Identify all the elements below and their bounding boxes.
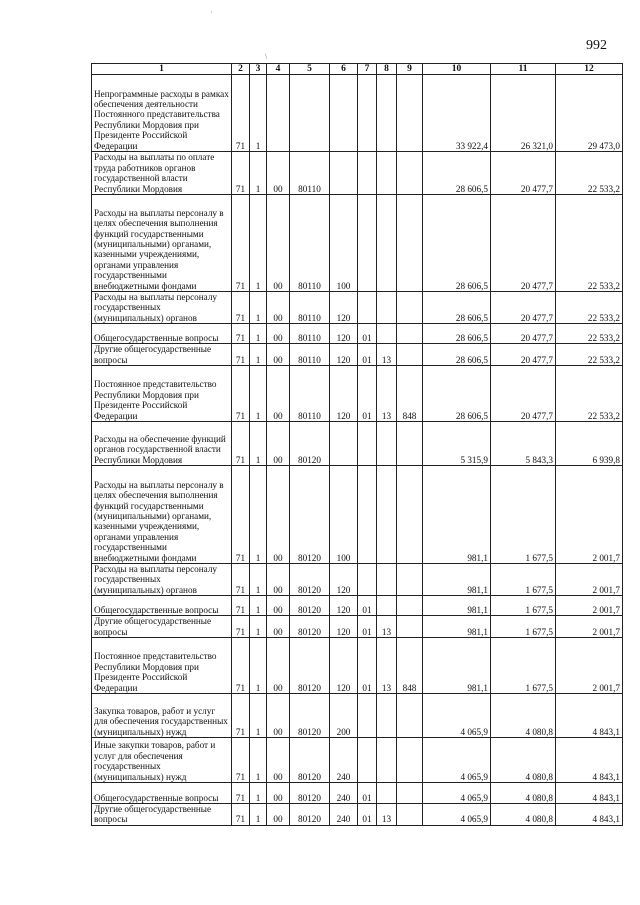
- code-cell-col6: 200: [330, 694, 358, 738]
- code-cell-col2: 71: [232, 638, 250, 694]
- code-cell-col4: 00: [267, 596, 290, 616]
- code-cell-col3: 1: [250, 783, 267, 804]
- code-cell-col6: 120: [330, 638, 358, 694]
- code-cell-col8: [377, 75, 397, 152]
- table-row: [92, 738, 623, 783]
- code-cell-col6: 120: [330, 292, 358, 324]
- amount-cell-col11: 1 677,5: [491, 564, 556, 596]
- code-cell-col7: [358, 466, 377, 564]
- amount-cell-col11: 20 477,7: [491, 366, 556, 422]
- code-cell-col7: 01: [358, 596, 377, 616]
- code-cell-col7: 01: [358, 366, 377, 422]
- code-cell-col4: 00: [267, 783, 290, 804]
- code-cell-col3: 1: [250, 152, 267, 195]
- row-label: Расходы на обеспечение функций органов государственной власти Республики Мордовия: [92, 422, 232, 466]
- code-cell-col8: [377, 564, 397, 596]
- code-cell-col9: 848: [397, 366, 423, 422]
- amount-cell-col12: 2 001,7: [556, 638, 623, 694]
- row-label: Закупка товаров, работ и услуг для обеспечения государственных (муниципальных) нужд: [92, 694, 232, 738]
- code-cell-col2: 71: [232, 564, 250, 596]
- amount-cell-col12: 22 533,2: [556, 152, 623, 195]
- amount-cell-col10: 4 065,9: [423, 694, 491, 738]
- code-cell-col2: 71: [232, 292, 250, 324]
- code-cell-col9: 848: [397, 638, 423, 694]
- amount-cell-col10: 28 606,5: [423, 366, 491, 422]
- amount-cell-col10: 28 606,5: [423, 324, 491, 344]
- amount-cell-col11: 1 677,5: [491, 466, 556, 564]
- code-cell-col8: [377, 324, 397, 344]
- code-cell-col2: 71: [232, 152, 250, 195]
- amount-cell-col10: 4 065,9: [423, 738, 491, 783]
- row-label: Постоянное представительство Республики Мордовия при Президенте Российской Федерации: [92, 366, 232, 422]
- code-cell-col9: [397, 75, 423, 152]
- code-cell-col8: [377, 694, 397, 738]
- column-header-1: 1: [92, 64, 232, 75]
- row-label: Другие общегосударственные вопросы: [92, 804, 232, 826]
- amount-cell-col11: 1 677,5: [491, 616, 556, 638]
- table-row: [92, 422, 623, 466]
- amount-cell-col11: 5 843,3: [491, 422, 556, 466]
- amount-cell-col10: 981,1: [423, 638, 491, 694]
- code-cell-col4: 00: [267, 738, 290, 783]
- code-cell-col3: 1: [250, 422, 267, 466]
- code-cell-col6: [330, 75, 358, 152]
- amount-cell-col12: 2 001,7: [556, 596, 623, 616]
- code-cell-col7: 01: [358, 616, 377, 638]
- amount-cell-col12: 22 533,2: [556, 344, 623, 366]
- code-cell-col6: 120: [330, 596, 358, 616]
- table-row: [92, 152, 623, 195]
- code-cell-col7: [358, 152, 377, 195]
- code-cell-col2: 71: [232, 783, 250, 804]
- column-header-12: 12: [556, 64, 623, 75]
- code-cell-col9: [397, 195, 423, 292]
- amount-cell-col10: 981,1: [423, 564, 491, 596]
- code-cell-col2: 71: [232, 466, 250, 564]
- amount-cell-col12: 22 533,2: [556, 324, 623, 344]
- amount-cell-col11: 20 477,7: [491, 324, 556, 344]
- amount-cell-col11: 4 080,8: [491, 738, 556, 783]
- table-row: [92, 75, 623, 152]
- code-cell-col2: 71: [232, 344, 250, 366]
- code-cell-col2: 71: [232, 738, 250, 783]
- amount-cell-col12: 2 001,7: [556, 616, 623, 638]
- amount-cell-col12: 22 533,2: [556, 366, 623, 422]
- code-cell-col5: 80110: [290, 152, 330, 195]
- table-row: [92, 638, 623, 694]
- code-cell-col7: 01: [358, 783, 377, 804]
- code-cell-col7: [358, 694, 377, 738]
- code-cell-col6: 240: [330, 783, 358, 804]
- code-cell-col2: 71: [232, 596, 250, 616]
- code-cell-col9: [397, 324, 423, 344]
- code-cell-col5: 80120: [290, 694, 330, 738]
- amount-cell-col11: 1 677,5: [491, 638, 556, 694]
- table-row: [92, 366, 623, 422]
- amount-cell-col11: 4 080,8: [491, 783, 556, 804]
- amount-cell-col12: 2 001,7: [556, 564, 623, 596]
- column-header-9: 9: [397, 64, 423, 75]
- code-cell-col4: 00: [267, 344, 290, 366]
- code-cell-col2: 71: [232, 366, 250, 422]
- code-cell-col6: 120: [330, 344, 358, 366]
- table-row: [92, 324, 623, 344]
- code-cell-col8: [377, 152, 397, 195]
- amount-cell-col10: 28 606,5: [423, 344, 491, 366]
- amount-cell-col12: 6 939,8: [556, 422, 623, 466]
- amount-cell-col10: 4 065,9: [423, 804, 491, 826]
- code-cell-col9: [397, 344, 423, 366]
- table-row: [92, 694, 623, 738]
- amount-cell-col12: 4 843,1: [556, 738, 623, 783]
- code-cell-col7: 01: [358, 324, 377, 344]
- code-cell-col8: [377, 292, 397, 324]
- amount-cell-col11: 20 477,7: [491, 152, 556, 195]
- code-cell-col3: 1: [250, 292, 267, 324]
- amount-cell-col10: 33 922,4: [423, 75, 491, 152]
- code-cell-col3: 1: [250, 596, 267, 616]
- code-cell-col3: 1: [250, 324, 267, 344]
- table-row: [92, 564, 623, 596]
- code-cell-col9: [397, 783, 423, 804]
- code-cell-col7: [358, 75, 377, 152]
- code-cell-col6: 100: [330, 195, 358, 292]
- code-cell-col9: [397, 292, 423, 324]
- amount-cell-col12: 29 473,0: [556, 75, 623, 152]
- code-cell-col4: [267, 75, 290, 152]
- code-cell-col8: 13: [377, 804, 397, 826]
- amount-cell-col11: 4 080,8: [491, 804, 556, 826]
- amount-cell-col10: 981,1: [423, 466, 491, 564]
- code-cell-col5: 80120: [290, 422, 330, 466]
- table-row: [92, 195, 623, 292]
- code-cell-col4: 00: [267, 366, 290, 422]
- code-cell-col9: [397, 422, 423, 466]
- code-cell-col5: 80110: [290, 324, 330, 344]
- code-cell-col4: 00: [267, 616, 290, 638]
- code-cell-col9: [397, 152, 423, 195]
- code-cell-col6: [330, 152, 358, 195]
- code-cell-col3: 1: [250, 638, 267, 694]
- amount-cell-col10: 4 065,9: [423, 783, 491, 804]
- row-label: Общегосударственные вопросы: [92, 596, 232, 616]
- code-cell-col9: [397, 616, 423, 638]
- code-cell-col6: 120: [330, 324, 358, 344]
- amount-cell-col10: 28 606,5: [423, 292, 491, 324]
- code-cell-col5: 80120: [290, 466, 330, 564]
- code-cell-col6: 240: [330, 804, 358, 826]
- code-cell-col3: 1: [250, 564, 267, 596]
- code-cell-col4: 00: [267, 564, 290, 596]
- code-cell-col6: 240: [330, 738, 358, 783]
- code-cell-col4: 00: [267, 694, 290, 738]
- code-cell-col8: 13: [377, 616, 397, 638]
- code-cell-col2: 71: [232, 195, 250, 292]
- code-cell-col5: 80110: [290, 344, 330, 366]
- code-cell-col5: 80110: [290, 292, 330, 324]
- code-cell-col4: 00: [267, 638, 290, 694]
- code-cell-col8: [377, 783, 397, 804]
- code-cell-col7: 01: [358, 804, 377, 826]
- amount-cell-col10: 28 606,5: [423, 152, 491, 195]
- amount-cell-col11: 4 080,8: [491, 694, 556, 738]
- code-cell-col5: 80120: [290, 638, 330, 694]
- row-label: Расходы на выплаты персоналу в целях обеспечения выполнения функций государственными (муниципальными) органами, казенными учреждениями, органами управления государственными внебюджетными фондами: [92, 466, 232, 564]
- code-cell-col5: [290, 75, 330, 152]
- amount-cell-col10: 5 315,9: [423, 422, 491, 466]
- amount-cell-col10: 981,1: [423, 616, 491, 638]
- scan-speck: \: [265, 52, 268, 61]
- code-cell-col5: 80120: [290, 616, 330, 638]
- column-number-row: [92, 64, 623, 75]
- code-cell-col8: [377, 466, 397, 564]
- code-cell-col4: 00: [267, 152, 290, 195]
- code-cell-col4: 00: [267, 804, 290, 826]
- code-cell-col5: 80120: [290, 596, 330, 616]
- column-header-10: 10: [423, 64, 491, 75]
- code-cell-col7: [358, 195, 377, 292]
- code-cell-col5: 80120: [290, 564, 330, 596]
- code-cell-col3: 1: [250, 344, 267, 366]
- page-number: 992: [586, 38, 607, 53]
- row-label: Расходы на выплаты персоналу государственных (муниципальных) органов: [92, 292, 232, 324]
- column-header-8: 8: [377, 64, 397, 75]
- code-cell-col8: 13: [377, 638, 397, 694]
- code-cell-col4: 00: [267, 466, 290, 564]
- code-cell-col8: 13: [377, 366, 397, 422]
- code-cell-col7: [358, 422, 377, 466]
- table-row: [92, 466, 623, 564]
- code-cell-col3: 1: [250, 804, 267, 826]
- code-cell-col4: 00: [267, 292, 290, 324]
- amount-cell-col10: 28 606,5: [423, 195, 491, 292]
- column-header-4: 4: [267, 64, 290, 75]
- row-label: Непрограммные расходы в рамках обеспечения деятельности Постоянного представительства Республики Мордовия при Президенте Российской Федерации: [92, 75, 232, 152]
- amount-cell-col12: 4 843,1: [556, 804, 623, 826]
- code-cell-col9: [397, 804, 423, 826]
- row-label: Расходы на выплаты персоналу в целях обеспечения выполнения функций государственными (муниципальными) органами, казенными учреждениями, органами управления государственными внебюджетными фондами: [92, 195, 232, 292]
- budget-table: [91, 63, 623, 826]
- table-row: [92, 804, 623, 826]
- code-cell-col3: 1: [250, 466, 267, 564]
- code-cell-col8: [377, 596, 397, 616]
- code-cell-col5: 80110: [290, 195, 330, 292]
- table-row: [92, 292, 623, 324]
- table-row: [92, 616, 623, 638]
- code-cell-col3: 1: [250, 75, 267, 152]
- code-cell-col5: 80120: [290, 738, 330, 783]
- code-cell-col7: [358, 292, 377, 324]
- code-cell-col8: [377, 422, 397, 466]
- column-header-5: 5: [290, 64, 330, 75]
- row-label: Общегосударственные вопросы: [92, 783, 232, 804]
- code-cell-col5: 80110: [290, 366, 330, 422]
- code-cell-col9: [397, 596, 423, 616]
- row-label: Расходы на выплаты персоналу государственных (муниципальных) органов: [92, 564, 232, 596]
- code-cell-col7: [358, 564, 377, 596]
- code-cell-col3: 1: [250, 366, 267, 422]
- table-row: [92, 344, 623, 366]
- column-header-3: 3: [250, 64, 267, 75]
- amount-cell-col11: 20 477,7: [491, 195, 556, 292]
- code-cell-col2: 71: [232, 422, 250, 466]
- code-cell-col8: 13: [377, 344, 397, 366]
- row-label: Расходы на выплаты по оплате труда работников органов государственной власти Республики Мордовия: [92, 152, 232, 195]
- amount-cell-col11: 20 477,7: [491, 344, 556, 366]
- amount-cell-col11: 20 477,7: [491, 292, 556, 324]
- code-cell-col9: [397, 466, 423, 564]
- code-cell-col8: [377, 195, 397, 292]
- amount-cell-col11: 26 321,0: [491, 75, 556, 152]
- code-cell-col9: [397, 694, 423, 738]
- scan-speck: ·: [210, 8, 213, 17]
- code-cell-col5: 80120: [290, 783, 330, 804]
- code-cell-col4: 00: [267, 324, 290, 344]
- column-header-6: 6: [330, 64, 358, 75]
- code-cell-col6: 120: [330, 366, 358, 422]
- code-cell-col9: [397, 564, 423, 596]
- column-header-2: 2: [232, 64, 250, 75]
- amount-cell-col12: 2 001,7: [556, 466, 623, 564]
- code-cell-col4: 00: [267, 422, 290, 466]
- column-header-11: 11: [491, 64, 556, 75]
- code-cell-col2: 71: [232, 75, 250, 152]
- row-label: Другие общегосударственные вопросы: [92, 616, 232, 638]
- code-cell-col5: 80120: [290, 804, 330, 826]
- amount-cell-col12: 4 843,1: [556, 694, 623, 738]
- amount-cell-col11: 1 677,5: [491, 596, 556, 616]
- row-label: Другие общегосударственные вопросы: [92, 344, 232, 366]
- row-label: Постоянное представительство Республики Мордовия при Президенте Российской Федерации: [92, 638, 232, 694]
- code-cell-col7: [358, 738, 377, 783]
- code-cell-col2: 71: [232, 324, 250, 344]
- code-cell-col3: 1: [250, 616, 267, 638]
- code-cell-col6: 120: [330, 616, 358, 638]
- code-cell-col2: 71: [232, 616, 250, 638]
- row-label: Иные закупки товаров, работ и услуг для обеспечения государственных (муниципальных) нужд: [92, 738, 232, 783]
- amount-cell-col12: 4 843,1: [556, 783, 623, 804]
- code-cell-col6: 120: [330, 564, 358, 596]
- code-cell-col6: [330, 422, 358, 466]
- code-cell-col4: 00: [267, 195, 290, 292]
- code-cell-col3: 1: [250, 694, 267, 738]
- code-cell-col2: 71: [232, 694, 250, 738]
- table-row: [92, 783, 623, 804]
- code-cell-col7: 01: [358, 344, 377, 366]
- code-cell-col6: 100: [330, 466, 358, 564]
- code-cell-col3: 1: [250, 738, 267, 783]
- code-cell-col9: [397, 738, 423, 783]
- code-cell-col3: 1: [250, 195, 267, 292]
- amount-cell-col10: 981,1: [423, 596, 491, 616]
- table-body: [92, 75, 623, 826]
- table-row: [92, 596, 623, 616]
- code-cell-col8: [377, 738, 397, 783]
- column-header-7: 7: [358, 64, 377, 75]
- amount-cell-col12: 22 533,2: [556, 292, 623, 324]
- amount-cell-col12: 22 533,2: [556, 195, 623, 292]
- code-cell-col2: 71: [232, 804, 250, 826]
- code-cell-col7: 01: [358, 638, 377, 694]
- row-label: Общегосударственные вопросы: [92, 324, 232, 344]
